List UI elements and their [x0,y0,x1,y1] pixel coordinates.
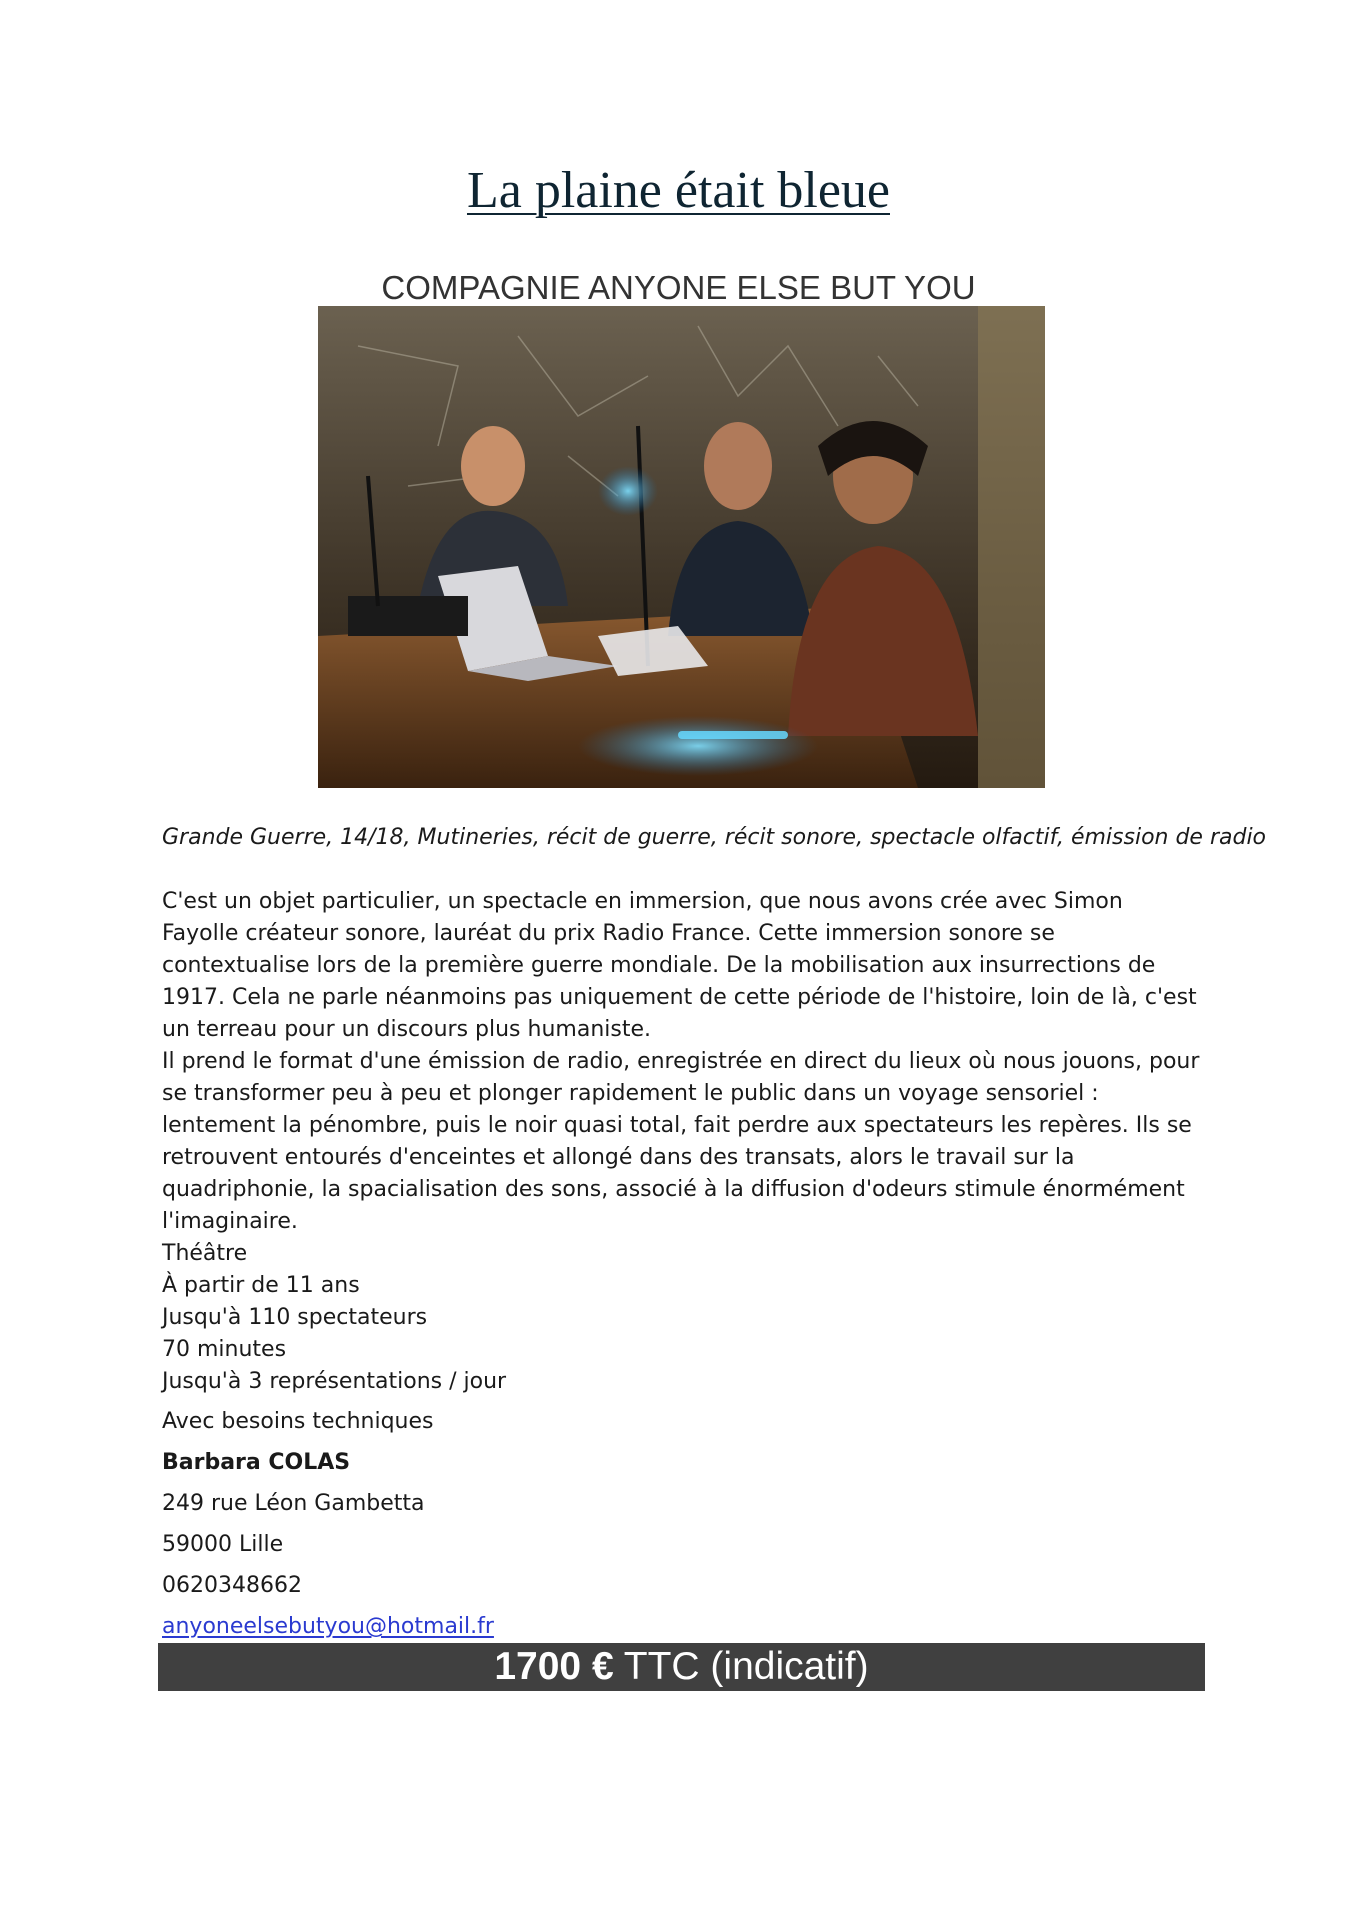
description-paragraph-1: C'est un objet particulier, un spectacle en immersion, que nous avons crée avec Simon Fayolle créateur sonore, lauréat du prix Radio France. Cette immersion sonore se contextualise lors de la première guerre mondiale. De la mobilisation aux insurrections de 1917. Cela ne parle néanmoins pas uniquement de cette période de l'histoire, loin de là, c'est un terreau pour un discours plus humaniste. [162,889,1197,1042]
price-amount: 1700 € [494,1645,614,1688]
keyword-tags: Grande Guerre, 14/18, Mutineries, récit de guerre, récit sonore, spectacle olfactif, émission de radio [162,825,1267,850]
price-suffix: TTC (indicatif) [613,1645,869,1688]
spec-capacity: Jusqu'à 110 spectateurs [162,1305,428,1330]
contact-name: Barbara COLAS [162,1450,351,1475]
company-name: COMPAGNIE ANYONE ELSE BUT YOU [381,269,976,306]
spec-genre: Théâtre [162,1241,248,1266]
photo-illustration [318,306,1045,788]
contact-city: 59000 Lille [162,1532,284,1557]
page-title: La plaine était bleue [466,162,890,219]
spec-duration: 70 minutes [162,1337,287,1362]
spec-age: À partir de 11 ans [162,1273,360,1298]
show-specs [162,1238,506,1398]
performance-photo [318,306,1045,788]
price-banner [158,1643,1205,1691]
contact-email-link[interactable]: anyoneelsebutyou@hotmail.fr [162,1614,494,1639]
contact-street: 249 rue Léon Gambetta [162,1491,425,1516]
contact-phone: 0620348662 [162,1573,302,1598]
technical-needs: Avec besoins techniques [162,1409,434,1434]
spec-performances: Jusqu'à 3 représentations / jour [162,1369,507,1394]
description-paragraph-2: Il prend le format d'une émission de radio, enregistrée en direct du lieux où nous jouons, pour se transformer peu à peu et plonger rapidement le public dans un voyage sensoriel : lentement la pénombre, puis le noir quasi total, fait perdre aux spectateurs les repères. Ils se retrouvent entourés d'enceintes et allongé dans des transats, alors le travail sur la quadriphonie, la spacialisation des sons, associé à la diffusion d'odeurs stimule énormément l'imaginaire. [162,1049,1200,1234]
